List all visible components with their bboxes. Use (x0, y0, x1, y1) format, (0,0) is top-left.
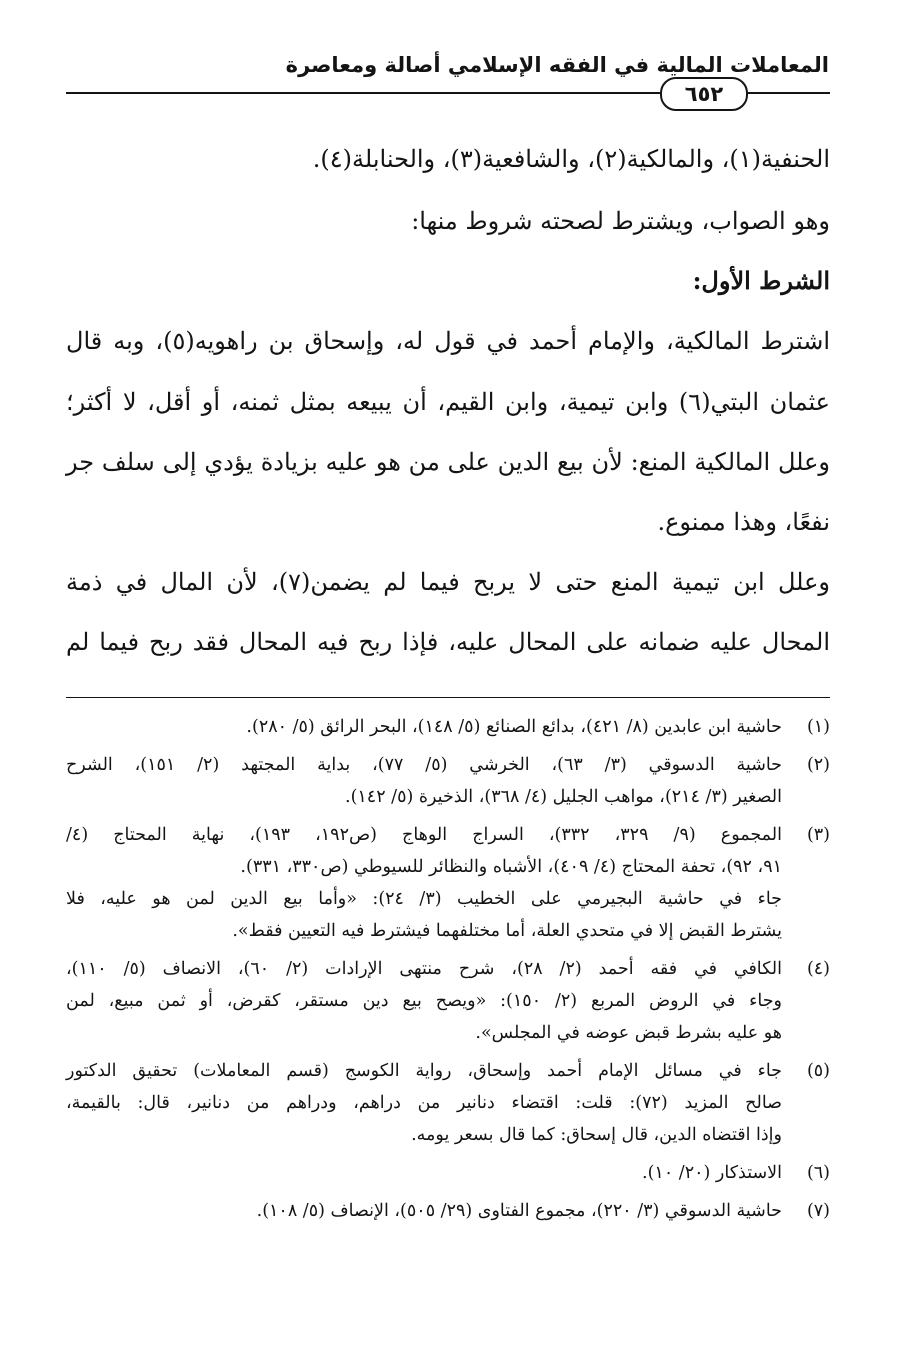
footnote-line: وجاء في الروض المربع (٢/ ١٥٠): «ويصح بيع دين مستقر، كقرض، أو ثمن مبيع، لمن (66, 991, 782, 1011)
footnote-number: (١) (806, 717, 830, 737)
body-line: الحنفية(١)، والمالكية(٢)، والشافعية(٣)، والحنابلة(٤). (312, 145, 830, 173)
body-line: المحال عليه ضمانه على المحال عليه، فإذا ربح فيه المحال فقد ربح فيما لم (66, 628, 830, 656)
footnote-number: (٧) (806, 1201, 830, 1221)
body-line: وهو الصواب، ويشترط لصحته شروط منها: (411, 207, 830, 235)
footnote-number: (٥) (806, 1061, 830, 1081)
footnote-line: يشترط القبض إلا في متحدي العلة، أما مختلفهما فيشترط فيه التعيين فقط». (232, 921, 782, 941)
footnote-7 (66, 1195, 830, 1227)
footnote-line: هو عليه بشرط قبض عوضه في المجلس». (475, 1023, 782, 1043)
body-line: نفعًا، وهذا ممنوع. (657, 508, 830, 536)
footnote-3 (66, 819, 830, 947)
section-heading: الشرط الأول: (692, 266, 830, 295)
footnote-line: صالح المزيد (٧٢): قلت: اقتضاء دنانير من دراهم، ودراهم من دنانير، قال: بالقيمة، (66, 1093, 783, 1113)
footnote-line: ٩١، ٩٢)، تحفة المحتاج (٤/ ٤٠٩)، الأشباه والنظائر للسيوطي (ص٣٣٠، ٣٣١). (240, 857, 782, 877)
footnote-line: حاشية الدسوقي (٣/ ٦٣)، الخرشي (٥/ ٧٧)، بداية المجتهد (٢/ ١٥١)، الشرح (66, 755, 783, 775)
footnote-5 (66, 1055, 830, 1151)
footnote-1 (66, 711, 830, 743)
footnote-number: (٦) (806, 1163, 830, 1183)
body-line: عثمان البتي(٦) وابن تيمية، وابن القيم، أن يبيعه بمثل ثمنه، أو أقل، لا أكثر؛ (66, 388, 831, 416)
footnotes (66, 711, 830, 1233)
footnote-line: حاشية الدسوقي (٣/ ٢٢٠)، مجموع الفتاوى (٢٩/ ٥٠٥)، الإنصاف (٥/ ١٠٨). (256, 1201, 782, 1221)
footnote-4 (66, 953, 830, 1049)
footnote-line: الكافي في فقه أحمد (٢/ ٢٨)، شرح منتهى الإرادات (٢/ ٦٠)، الانصاف (٥/ ١١٠)، (66, 959, 783, 979)
footnote-number: (٤) (806, 959, 830, 979)
footnote-number: (٣) (806, 825, 830, 845)
running-header-title: المعاملات المالية في الفقه الإسلامي أصالة ومعاصرة (285, 53, 829, 77)
main-text (66, 134, 830, 657)
footnote-line: الاستذكار (٢٠/ ١٠). (642, 1163, 782, 1183)
body-line: وعلل المالكية المنع: لأن بيع الدين على من هو عليه بزيادة يؤدي إلى سلف جر (66, 448, 830, 476)
footnote-6 (66, 1157, 830, 1189)
body-line: اشترط المالكية، والإمام أحمد في قول له، وإسحاق بن راهويه(٥)، وبه قال (66, 327, 830, 355)
footnote-line: وإذا اقتضاه الدين، قال إسحاق: كما قال بسعر يومه. (411, 1125, 782, 1145)
footnote-line: حاشية ابن عابدين (٨/ ٤٢١)، بدائع الصنائع (٥/ ١٤٨)، البحر الرائق (٥/ ٢٨٠). (246, 717, 782, 737)
footnote-line: جاء في حاشية البجيرمي على الخطيب (٣/ ٢٤): «وأما بيع الدين لمن هو عليه، فلا (66, 889, 782, 909)
footnote-number: (٢) (806, 755, 830, 775)
footnote-line: المجموع (٩/ ٣٢٩، ٣٣٢)، السراج الوهاج (ص١٩٢، ١٩٣)، نهاية المحتاج (٤/ (66, 825, 782, 845)
footnote-line: جاء في مسائل الإمام أحمد وإسحاق، رواية الكوسج (قسم المعاملات) تحقيق الدكتور (66, 1061, 782, 1081)
footnote-2 (66, 749, 830, 813)
body-line: وعلل ابن تيمية المنع حتى لا يربح فيما لم يضمن(٧)، لأن المال في ذمة (66, 568, 830, 596)
footnote-line: الصغير (٣/ ٢١٤)، مواهب الجليل (٤/ ٣٦٨)، الذخيرة (٥/ ١٤٢). (345, 787, 782, 807)
page-number-badge: ٦٥٢ (660, 77, 748, 111)
footnote-separator (66, 697, 830, 698)
